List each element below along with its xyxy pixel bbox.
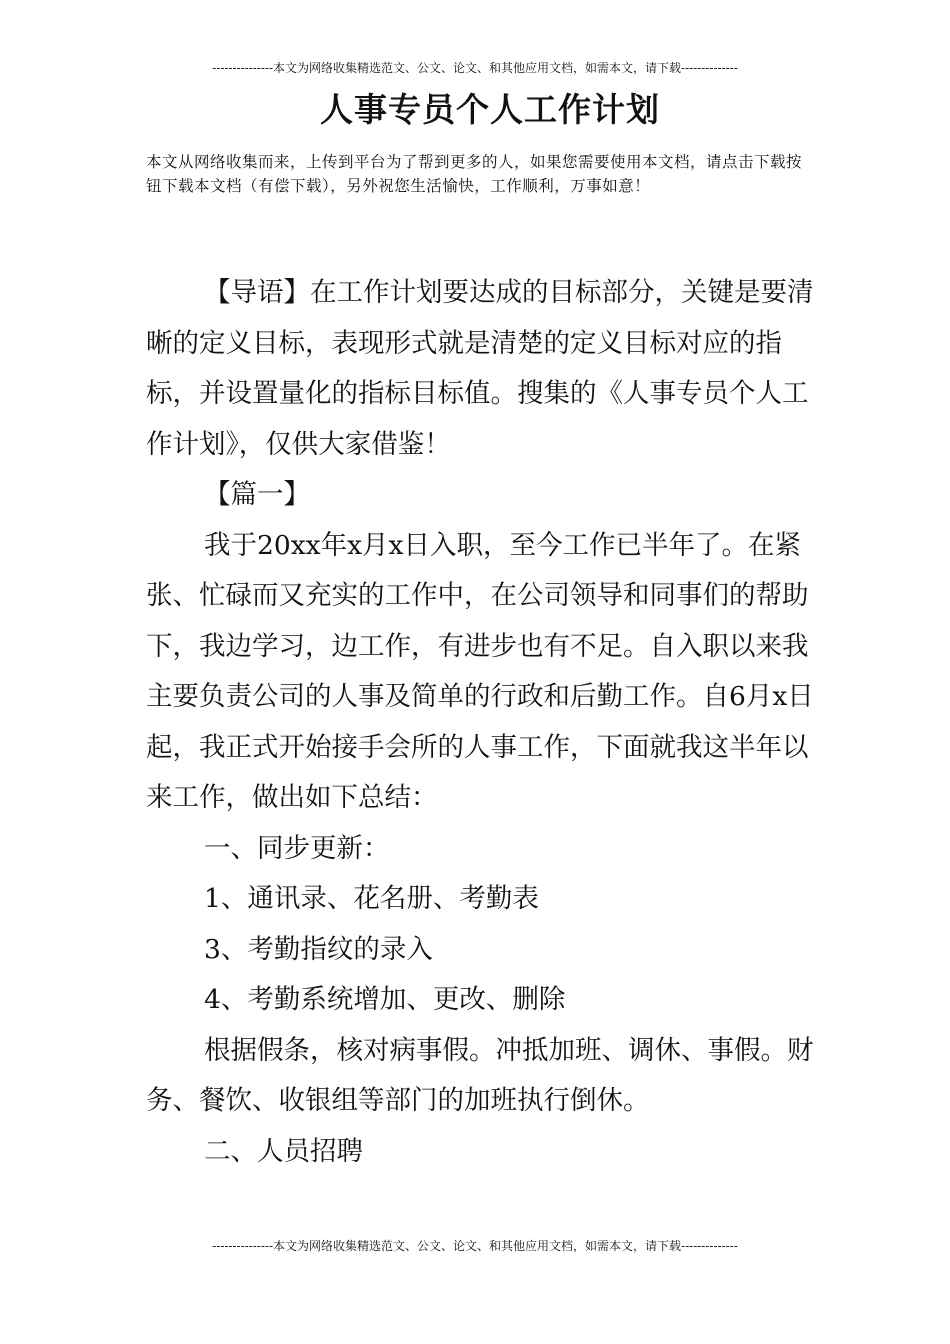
document-body (146, 268, 826, 1177)
header-banner: ---------------本文为网络收集精选范文、公文、论文、和其他应用文档，如需本文，请下载-------------- (212, 61, 738, 75)
intro-note: 本文从网络收集而来，上传到平台为了帮到更多的人，如果您需要使用本文档，请点击下载按钮下载本文档（有偿下载），另外祝您生活愉快，工作顺利，万事如意！ (146, 153, 803, 195)
section-heading-recruitment: 二、人员招聘 (204, 1135, 363, 1167)
list-item-fingerprint: 3、考勤指纹的录入 (204, 933, 433, 965)
paragraph-summary: 我于20xx年x月x日入职，至今工作已半年了。在紧张、忙碌而又充实的工作中，在公司领导和同事们的帮助下，我边学习，边工作，有进步也有不足。自入职以来我主要负责公司的人事及简单的行政和后勤工作。自6月x日起，我正式开始接手会所的人事工作，下面就我这半年以来工作，做出如下总结： (146, 529, 814, 813)
paragraph-guide: 【导语】在工作计划要达成的目标部分，关键是要清晰的定义目标，表现形式就是清楚的定义目标对应的指标，并设置量化的指标目标值。搜集的《人事专员个人工作计划》，仅供大家借鉴！ (146, 277, 814, 460)
footer-banner: ---------------本文为网络收集精选范文、公文、论文、和其他应用文档，如需本文，请下载-------------- (212, 1239, 738, 1253)
paragraph-leave-check: 根据假条，核对病事假。冲抵加班、调休、事假。财务、餐饮、收银组等部门的加班执行倒休。 (146, 1034, 814, 1116)
section-heading-part-one: 【篇一】 (204, 479, 310, 510)
document-title: 人事专员个人工作计划 (320, 90, 660, 129)
list-item-contacts: 1、通讯录、花名册、考勤表 (204, 883, 539, 914)
list-item-attendance-system: 4、考勤系统增加、更改、删除 (204, 984, 566, 1015)
section-heading-sync-update: 一、同步更新： (204, 832, 390, 864)
